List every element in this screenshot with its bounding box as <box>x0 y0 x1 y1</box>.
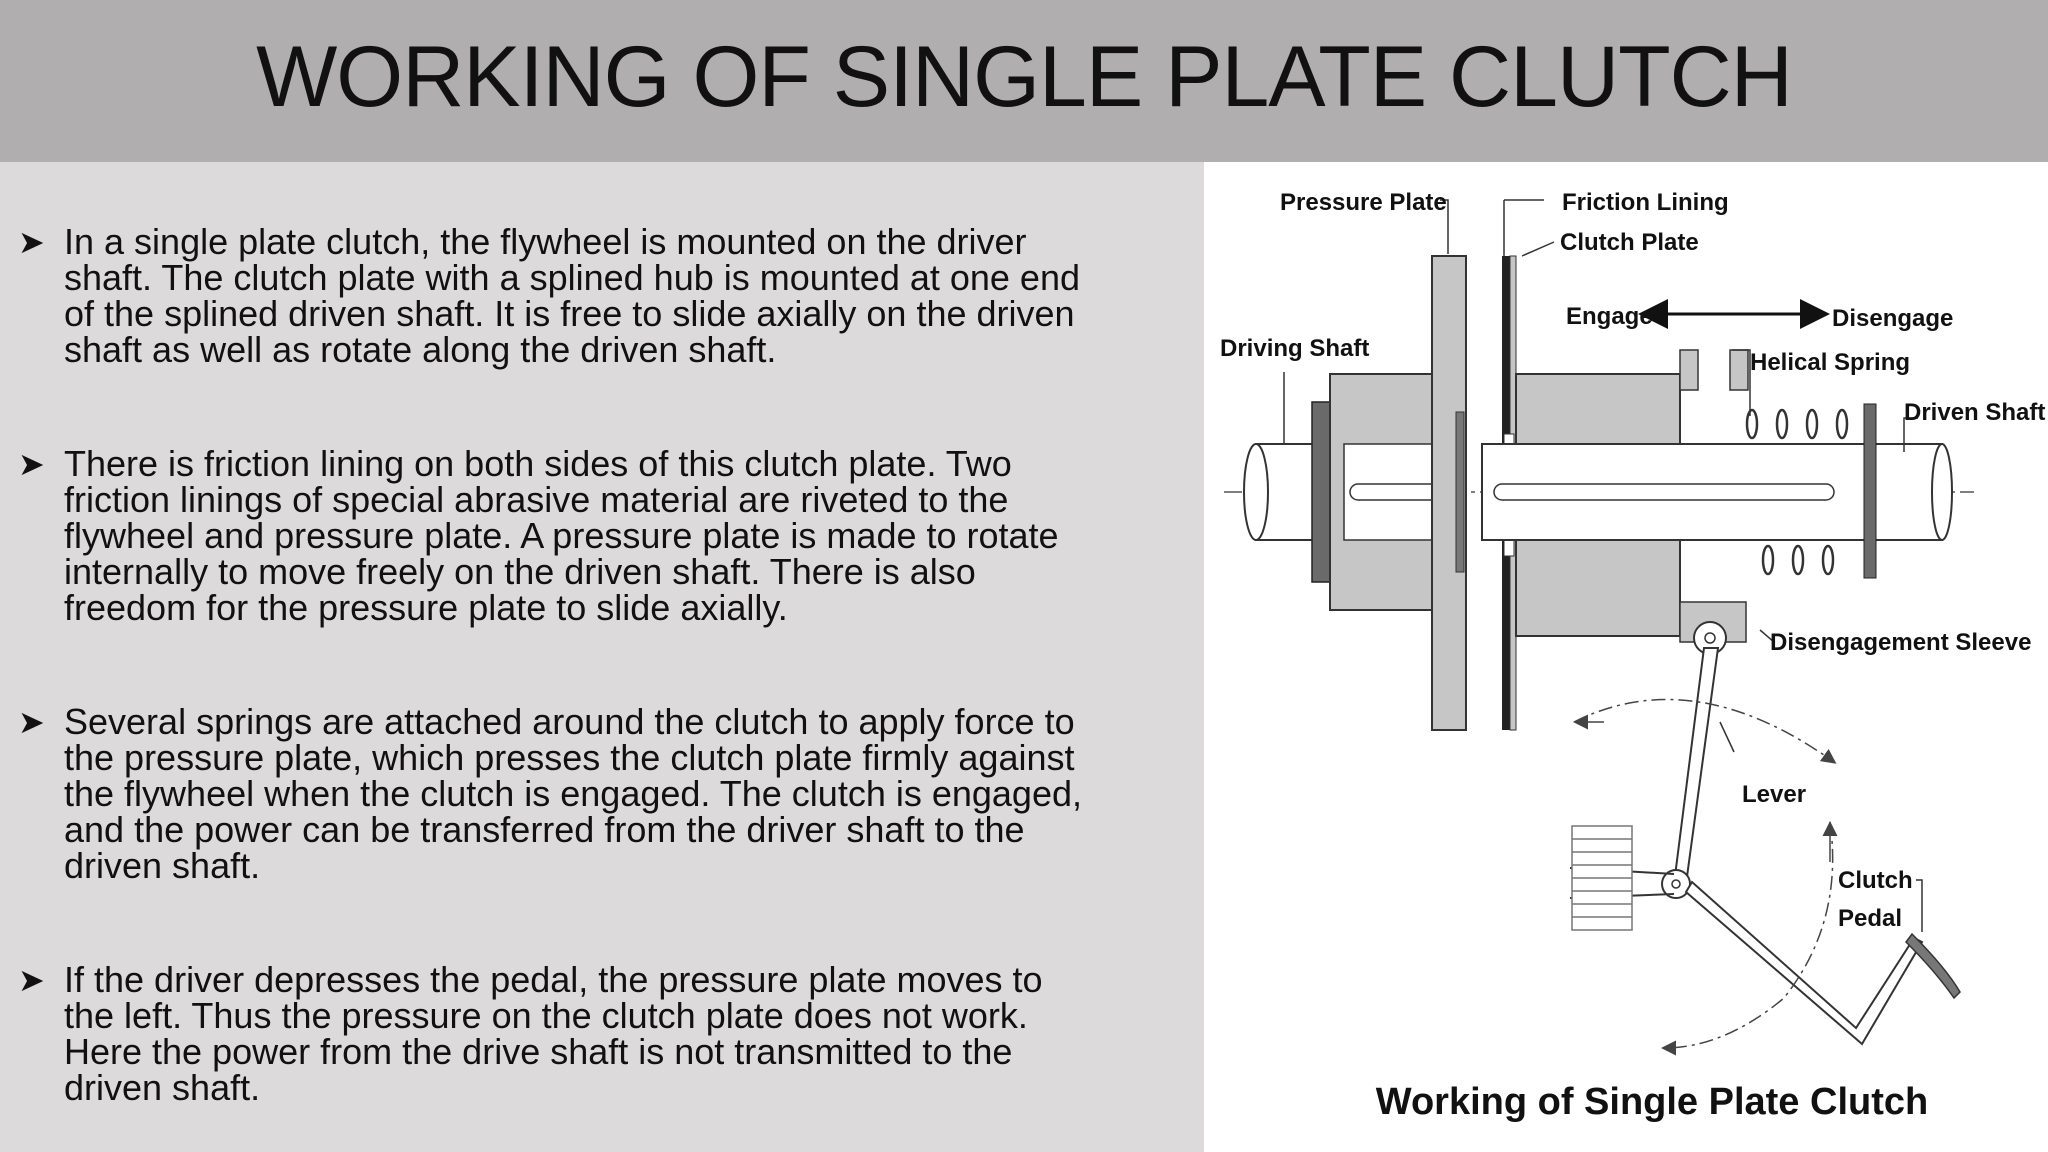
label-clutch-pedal: Pedal <box>1838 905 1903 932</box>
bullet-item <box>18 443 1188 628</box>
bullet-item <box>18 221 1188 370</box>
bullet-line: the left. Thus the pressure on the clutch plate does not work. <box>64 995 1028 1036</box>
title-bar <box>0 0 2048 162</box>
label-clutch-pedal: Clutch <box>1838 867 1913 894</box>
label-friction-lining: Friction Lining <box>1562 189 1729 216</box>
bullet-line: friction linings of special abrasive material are riveted to the <box>64 479 1009 520</box>
diagram-panel <box>1204 162 2048 1152</box>
arrow-bullet-icon: ➤ <box>18 224 45 260</box>
arrow-bullet-icon: ➤ <box>18 704 45 740</box>
bullet-line: internally to move freely on the driven shaft. There is also <box>64 551 976 592</box>
label-clutch-plate: Clutch Plate <box>1560 229 1699 256</box>
bullet-line: of the splined driven shaft. It is free to slide axially on the driven <box>64 293 1075 334</box>
bullet-text <box>64 701 1188 886</box>
arrow-bullet-icon: ➤ <box>18 446 45 482</box>
bullet-line: the pressure plate, which presses the clutch plate firmly against <box>64 737 1075 778</box>
bullet-line: If the driver depresses the pedal, the pressure plate moves to <box>64 959 1043 1000</box>
bullet-line: Several springs are attached around the clutch to apply force to <box>64 701 1075 742</box>
slide-title: WORKING OF SINGLE PLATE CLUTCH <box>256 29 1792 125</box>
bullet-line: shaft. The clutch plate with a splined hub is mounted at one end <box>64 257 1080 298</box>
bullet-line: shaft as well as rotate along the driven shaft. <box>64 329 777 370</box>
label-disengage: Disengage <box>1832 305 1954 332</box>
bullet-item <box>18 701 1188 886</box>
pressure-plate <box>1432 256 1466 730</box>
bullet-text <box>64 443 1188 628</box>
bullet-item <box>18 959 1188 1108</box>
label-driving-shaft: Driving Shaft <box>1220 335 1370 362</box>
bullet-line: the flywheel when the clutch is engaged. The clutch is engaged, <box>64 773 1083 814</box>
label-disengagement-sleeve: Disengagement Sleeve <box>1770 629 2032 656</box>
label-helical-spring: Helical Spring <box>1750 349 1911 376</box>
clutch-diagram <box>1204 162 2048 1152</box>
label-engage: Engage <box>1566 303 1653 330</box>
bullet-line: flywheel and pressure plate. A pressure plate is made to rotate <box>64 515 1059 556</box>
arrow-bullet-icon: ➤ <box>18 962 45 998</box>
bullet-text <box>64 959 1188 1108</box>
bullet-line: There is friction lining on both sides of this clutch plate. Two <box>64 443 1012 484</box>
bullet-line: and the power can be transferred from the driver shaft to the <box>64 809 1025 850</box>
bullet-line: In a single plate clutch, the flywheel is mounted on the driver <box>64 221 1027 262</box>
label-lever: Lever <box>1742 781 1807 808</box>
text-panel <box>0 162 1204 1152</box>
bullet-line: freedom for the pressure plate to slide axially. <box>64 587 788 628</box>
label-driven-shaft: Driven Shaft <box>1904 399 2046 426</box>
bullet-text <box>64 221 1188 370</box>
label-pressure-plate: Pressure Plate <box>1280 189 1447 216</box>
diagram-caption: Working of Single Plate Clutch <box>1375 1081 1929 1123</box>
bullet-line: Here the power from the drive shaft is not transmitted to the <box>64 1031 1013 1072</box>
brick-wall-icon <box>1572 826 1632 930</box>
bullet-line: driven shaft. <box>64 845 261 886</box>
clutch-pedal <box>1686 882 1960 1044</box>
bullet-line: driven shaft. <box>64 1067 261 1108</box>
